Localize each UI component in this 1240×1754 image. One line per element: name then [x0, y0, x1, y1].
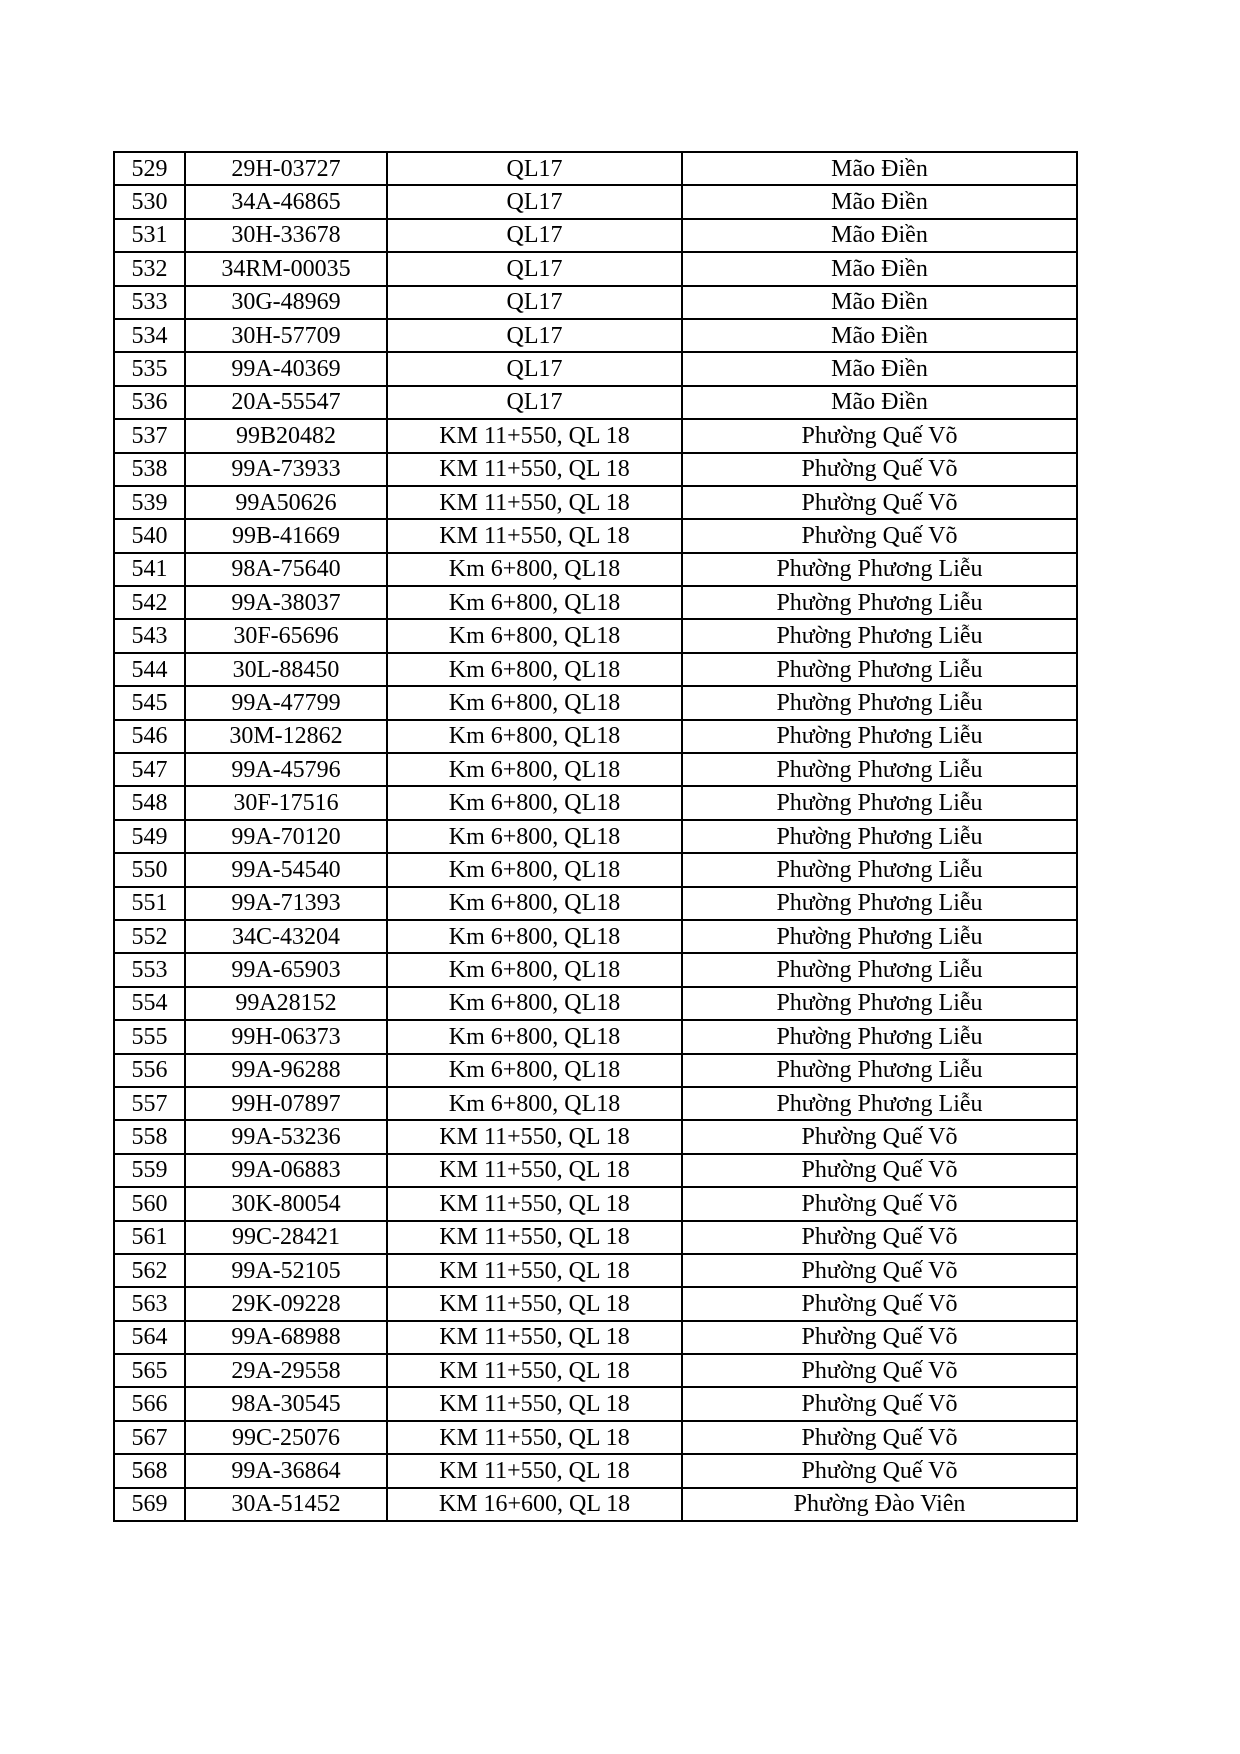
row-number-cell: 546	[114, 720, 185, 753]
table-row	[114, 1187, 1077, 1220]
license-plate-cell: 99H-07897	[185, 1087, 387, 1120]
location-cell: KM 11+550, QL 18	[387, 1187, 682, 1220]
location-cell: Km 6+800, QL18	[387, 987, 682, 1020]
table-row	[114, 820, 1077, 853]
license-plate-cell: 34A-46865	[185, 185, 387, 218]
license-plate-cell: 30A-51452	[185, 1488, 387, 1521]
row-number-cell: 548	[114, 786, 185, 819]
location-cell: QL17	[387, 219, 682, 252]
license-plate-cell: 30K-80054	[185, 1187, 387, 1220]
row-number-cell: 547	[114, 753, 185, 786]
ward-cell: Phường Phương Liễu	[682, 1054, 1077, 1087]
row-number-cell: 530	[114, 185, 185, 218]
row-number-cell: 566	[114, 1387, 185, 1420]
ward-cell: Mão Điền	[682, 319, 1077, 352]
row-number-cell: 533	[114, 286, 185, 319]
table-row	[114, 386, 1077, 419]
license-plate-cell: 99A-40369	[185, 352, 387, 385]
location-cell: KM 11+550, QL 18	[387, 1154, 682, 1187]
table-row	[114, 419, 1077, 452]
row-number-cell: 538	[114, 453, 185, 486]
table-row	[114, 553, 1077, 586]
ward-cell: Phường Phương Liễu	[682, 553, 1077, 586]
license-plate-cell: 99C-28421	[185, 1221, 387, 1254]
license-plate-cell: 30M-12862	[185, 720, 387, 753]
row-number-cell: 560	[114, 1187, 185, 1220]
location-cell: Km 6+800, QL18	[387, 753, 682, 786]
ward-cell: Phường Phương Liễu	[682, 820, 1077, 853]
location-cell: KM 11+550, QL 18	[387, 1321, 682, 1354]
location-cell: Km 6+800, QL18	[387, 686, 682, 719]
license-plate-cell: 99A-70120	[185, 820, 387, 853]
location-cell: Km 6+800, QL18	[387, 586, 682, 619]
license-plate-cell: 29K-09228	[185, 1287, 387, 1320]
ward-cell: Phường Phương Liễu	[682, 786, 1077, 819]
ward-cell: Phường Quế Võ	[682, 1221, 1077, 1254]
ward-cell: Phường Phương Liễu	[682, 1020, 1077, 1053]
location-cell: Km 6+800, QL18	[387, 653, 682, 686]
license-plate-cell: 98A-75640	[185, 553, 387, 586]
license-plate-cell: 99A-96288	[185, 1054, 387, 1087]
violations-table	[113, 151, 1078, 1522]
license-plate-cell: 99A-68988	[185, 1321, 387, 1354]
license-plate-cell: 99H-06373	[185, 1020, 387, 1053]
row-number-cell: 557	[114, 1087, 185, 1120]
table-row	[114, 1387, 1077, 1420]
license-plate-cell: 99A50626	[185, 486, 387, 519]
location-cell: KM 11+550, QL 18	[387, 486, 682, 519]
table-row	[114, 219, 1077, 252]
license-plate-cell: 99A-71393	[185, 887, 387, 920]
row-number-cell: 556	[114, 1054, 185, 1087]
row-number-cell: 535	[114, 352, 185, 385]
license-plate-cell: 34RM-00035	[185, 252, 387, 285]
ward-cell: Phường Quế Võ	[682, 1421, 1077, 1454]
row-number-cell: 531	[114, 219, 185, 252]
row-number-cell: 550	[114, 853, 185, 886]
row-number-cell: 545	[114, 686, 185, 719]
table-row	[114, 1254, 1077, 1287]
row-number-cell: 544	[114, 653, 185, 686]
table-row	[114, 987, 1077, 1020]
location-cell: KM 16+600, QL 18	[387, 1488, 682, 1521]
table-row	[114, 453, 1077, 486]
ward-cell: Phường Phương Liễu	[682, 953, 1077, 986]
table-row	[114, 1421, 1077, 1454]
location-cell: QL17	[387, 352, 682, 385]
table-row	[114, 486, 1077, 519]
location-cell: QL17	[387, 152, 682, 185]
table-row	[114, 786, 1077, 819]
table-row	[114, 1488, 1077, 1521]
license-plate-cell: 99A-52105	[185, 1254, 387, 1287]
location-cell: Km 6+800, QL18	[387, 820, 682, 853]
ward-cell: Phường Quế Võ	[682, 453, 1077, 486]
row-number-cell: 558	[114, 1120, 185, 1153]
ward-cell: Phường Quế Võ	[682, 1454, 1077, 1487]
table-row	[114, 586, 1077, 619]
license-plate-cell: 34C-43204	[185, 920, 387, 953]
location-cell: Km 6+800, QL18	[387, 920, 682, 953]
row-number-cell: 567	[114, 1421, 185, 1454]
table-body	[114, 152, 1077, 1521]
table-row	[114, 920, 1077, 953]
ward-cell: Phường Phương Liễu	[682, 720, 1077, 753]
table-row	[114, 1087, 1077, 1120]
ward-cell: Phường Phương Liễu	[682, 887, 1077, 920]
location-cell: KM 11+550, QL 18	[387, 519, 682, 552]
row-number-cell: 564	[114, 1321, 185, 1354]
ward-cell: Mão Điền	[682, 352, 1077, 385]
location-cell: Km 6+800, QL18	[387, 553, 682, 586]
row-number-cell: 536	[114, 386, 185, 419]
table-row	[114, 1020, 1077, 1053]
location-cell: Km 6+800, QL18	[387, 1087, 682, 1120]
ward-cell: Phường Đào Viên	[682, 1488, 1077, 1521]
ward-cell: Mão Điền	[682, 286, 1077, 319]
license-plate-cell: 99A28152	[185, 987, 387, 1020]
row-number-cell: 563	[114, 1287, 185, 1320]
license-plate-cell: 99A-36864	[185, 1454, 387, 1487]
ward-cell: Phường Phương Liễu	[682, 619, 1077, 652]
table-row	[114, 1287, 1077, 1320]
ward-cell: Mão Điền	[682, 152, 1077, 185]
location-cell: QL17	[387, 286, 682, 319]
location-cell: Km 6+800, QL18	[387, 887, 682, 920]
location-cell: Km 6+800, QL18	[387, 1054, 682, 1087]
table-row	[114, 1321, 1077, 1354]
table-row	[114, 953, 1077, 986]
row-number-cell: 540	[114, 519, 185, 552]
location-cell: QL17	[387, 252, 682, 285]
row-number-cell: 565	[114, 1354, 185, 1387]
table-row	[114, 185, 1077, 218]
license-plate-cell: 99A-38037	[185, 586, 387, 619]
table-row	[114, 686, 1077, 719]
ward-cell: Phường Quế Võ	[682, 1387, 1077, 1420]
ward-cell: Mão Điền	[682, 386, 1077, 419]
license-plate-cell: 99A-65903	[185, 953, 387, 986]
table-row	[114, 1054, 1077, 1087]
ward-cell: Phường Quế Võ	[682, 1321, 1077, 1354]
ward-cell: Phường Quế Võ	[682, 1354, 1077, 1387]
table-row	[114, 1221, 1077, 1254]
table-row	[114, 853, 1077, 886]
ward-cell: Phường Quế Võ	[682, 1187, 1077, 1220]
license-plate-cell: 99A-54540	[185, 853, 387, 886]
location-cell: KM 11+550, QL 18	[387, 1454, 682, 1487]
license-plate-cell: 29H-03727	[185, 152, 387, 185]
location-cell: QL17	[387, 185, 682, 218]
ward-cell: Phường Quế Võ	[682, 519, 1077, 552]
license-plate-cell: 99C-25076	[185, 1421, 387, 1454]
location-cell: KM 11+550, QL 18	[387, 1354, 682, 1387]
table-row	[114, 1454, 1077, 1487]
location-cell: KM 11+550, QL 18	[387, 1421, 682, 1454]
location-cell: KM 11+550, QL 18	[387, 1120, 682, 1153]
row-number-cell: 569	[114, 1488, 185, 1521]
license-plate-cell: 20A-55547	[185, 386, 387, 419]
row-number-cell: 549	[114, 820, 185, 853]
ward-cell: Phường Quế Võ	[682, 419, 1077, 452]
license-plate-cell: 99B20482	[185, 419, 387, 452]
ward-cell: Phường Quế Võ	[682, 1154, 1077, 1187]
location-cell: QL17	[387, 386, 682, 419]
row-number-cell: 539	[114, 486, 185, 519]
ward-cell: Phường Phương Liễu	[682, 586, 1077, 619]
table-row	[114, 753, 1077, 786]
table-row	[114, 252, 1077, 285]
location-cell: Km 6+800, QL18	[387, 720, 682, 753]
location-cell: Km 6+800, QL18	[387, 786, 682, 819]
ward-cell: Phường Phương Liễu	[682, 920, 1077, 953]
table-row	[114, 319, 1077, 352]
table-row	[114, 887, 1077, 920]
license-plate-cell: 30F-65696	[185, 619, 387, 652]
row-number-cell: 543	[114, 619, 185, 652]
location-cell: Km 6+800, QL18	[387, 1020, 682, 1053]
ward-cell: Phường Phương Liễu	[682, 1087, 1077, 1120]
location-cell: QL17	[387, 319, 682, 352]
ward-cell: Mão Điền	[682, 252, 1077, 285]
ward-cell: Phường Quế Võ	[682, 1254, 1077, 1287]
license-plate-cell: 30L-88450	[185, 653, 387, 686]
license-plate-cell: 29A-29558	[185, 1354, 387, 1387]
location-cell: Km 6+800, QL18	[387, 853, 682, 886]
table-row	[114, 1354, 1077, 1387]
ward-cell: Phường Quế Võ	[682, 1120, 1077, 1153]
location-cell: KM 11+550, QL 18	[387, 419, 682, 452]
ward-cell: Phường Quế Võ	[682, 486, 1077, 519]
table-row	[114, 519, 1077, 552]
license-plate-cell: 99B-41669	[185, 519, 387, 552]
location-cell: KM 11+550, QL 18	[387, 1254, 682, 1287]
table-row	[114, 152, 1077, 185]
license-plate-cell: 99A-53236	[185, 1120, 387, 1153]
location-cell: KM 11+550, QL 18	[387, 1387, 682, 1420]
ward-cell: Phường Phương Liễu	[682, 753, 1077, 786]
table-row	[114, 352, 1077, 385]
row-number-cell: 541	[114, 553, 185, 586]
license-plate-cell: 30H-57709	[185, 319, 387, 352]
row-number-cell: 537	[114, 419, 185, 452]
row-number-cell: 559	[114, 1154, 185, 1187]
location-cell: KM 11+550, QL 18	[387, 453, 682, 486]
license-plate-cell: 98A-30545	[185, 1387, 387, 1420]
ward-cell: Phường Quế Võ	[682, 1287, 1077, 1320]
ward-cell: Phường Phương Liễu	[682, 686, 1077, 719]
row-number-cell: 551	[114, 887, 185, 920]
row-number-cell: 562	[114, 1254, 185, 1287]
license-plate-cell: 30H-33678	[185, 219, 387, 252]
row-number-cell: 552	[114, 920, 185, 953]
license-plate-cell: 99A-47799	[185, 686, 387, 719]
row-number-cell: 542	[114, 586, 185, 619]
row-number-cell: 555	[114, 1020, 185, 1053]
row-number-cell: 553	[114, 953, 185, 986]
row-number-cell: 568	[114, 1454, 185, 1487]
license-plate-cell: 99A-06883	[185, 1154, 387, 1187]
ward-cell: Phường Phương Liễu	[682, 987, 1077, 1020]
location-cell: KM 11+550, QL 18	[387, 1221, 682, 1254]
row-number-cell: 561	[114, 1221, 185, 1254]
table-row	[114, 1120, 1077, 1153]
table-row	[114, 1154, 1077, 1187]
ward-cell: Mão Điền	[682, 185, 1077, 218]
location-cell: Km 6+800, QL18	[387, 953, 682, 986]
location-cell: KM 11+550, QL 18	[387, 1287, 682, 1320]
table-row	[114, 286, 1077, 319]
row-number-cell: 532	[114, 252, 185, 285]
table-row	[114, 619, 1077, 652]
ward-cell: Mão Điền	[682, 219, 1077, 252]
ward-cell: Phường Phương Liễu	[682, 853, 1077, 886]
location-cell: Km 6+800, QL18	[387, 619, 682, 652]
license-plate-cell: 99A-73933	[185, 453, 387, 486]
row-number-cell: 554	[114, 987, 185, 1020]
license-plate-cell: 99A-45796	[185, 753, 387, 786]
table-row	[114, 720, 1077, 753]
table-row	[114, 653, 1077, 686]
row-number-cell: 534	[114, 319, 185, 352]
license-plate-cell: 30G-48969	[185, 286, 387, 319]
ward-cell: Phường Phương Liễu	[682, 653, 1077, 686]
license-plate-cell: 30F-17516	[185, 786, 387, 819]
row-number-cell: 529	[114, 152, 185, 185]
